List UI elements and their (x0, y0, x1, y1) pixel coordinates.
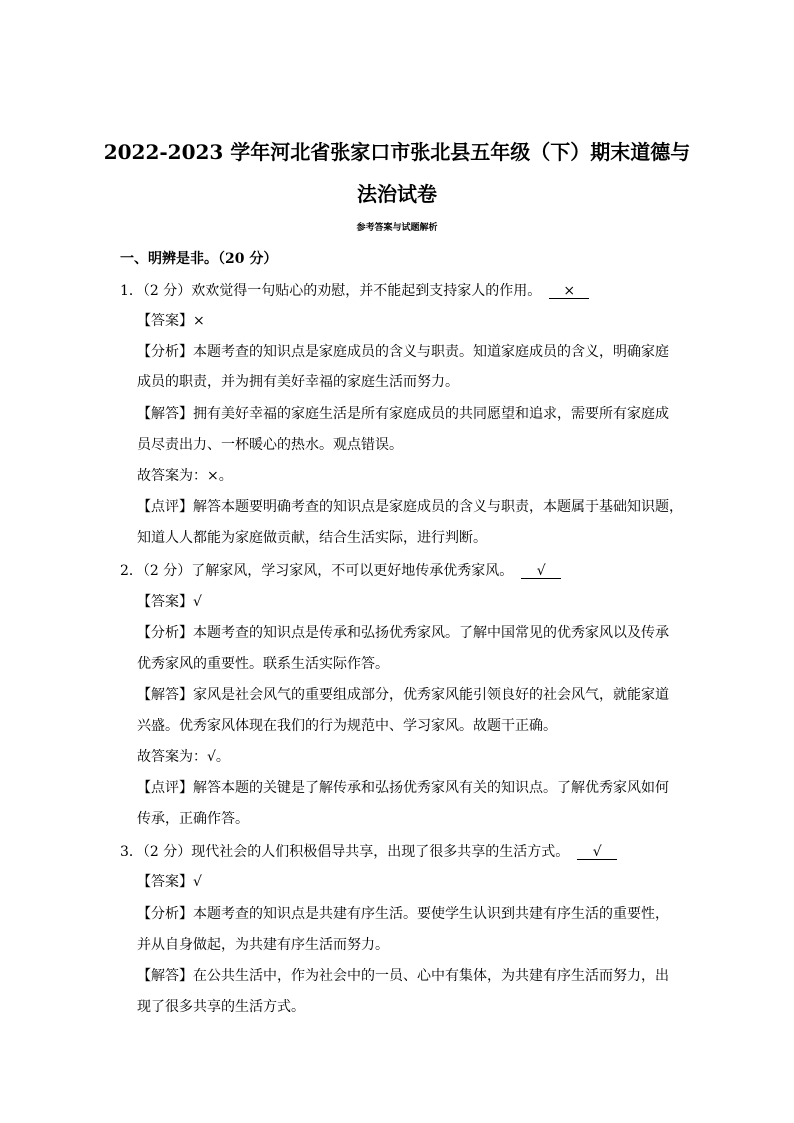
final-answer-line: 故答案为：√。 (137, 749, 230, 765)
analysis-line: 【分析】本题考查的知识点是家庭成员的含义与职责。知道家庭成员的含义，明确家庭 (137, 344, 669, 360)
solution-line: 兴盛。优秀家风体现在我们的行为规范中、学习家风。故题干正确。 (137, 718, 557, 734)
section-heading: 一、明辨是非。（20 分） (120, 251, 278, 267)
answer-blank: √ (577, 845, 617, 860)
analysis-line: 优秀家风的重要性。联系生活实际作答。 (137, 656, 389, 672)
document-subtitle: 参考答案与试题解析 (356, 223, 438, 233)
answer-blank: × (549, 284, 589, 299)
analysis-line: 成员的职责，并为拥有美好幸福的家庭生活而努力。 (137, 374, 459, 390)
comment-line: 【点评】解答本题要明确考查的知识点是家庭成员的含义与职责，本题属于基础知识题， (137, 499, 683, 515)
question-text: 3．（2 分）现代社会的人们积极倡导共享，出现了很多共享的生活方式。 (120, 844, 570, 860)
final-answer-line: 故答案为：×。 (137, 468, 233, 484)
comment-line: 传承，正确作答。 (137, 811, 249, 827)
document-title-line-2: 法治试卷 (357, 182, 437, 206)
question-text: 1．（2 分）欢欢觉得一句贴心的劝慰，并不能起到支持家人的作用。 (120, 283, 542, 299)
solution-line: 【解答】家风是社会风气的重要组成部分，优秀家风能引领良好的社会风气，就能家道 (137, 687, 669, 703)
analysis-line: 【分析】本题考查的知识点是传承和弘扬优秀家风。了解中国常见的优秀家风以及传承 (137, 625, 669, 641)
solution-line: 员尽责出力、一杯暖心的热水。观点错误。 (137, 437, 403, 453)
question-stem (120, 282, 589, 300)
answer-line: 【答案】× (137, 313, 205, 329)
solution-line: 【解答】在公共生活中，作为社会中的一员、心中有集体，为共建有序生活而努力，出 (137, 968, 669, 984)
answer-line: 【答案】√ (137, 594, 202, 610)
analysis-line: 【分析】本题考查的知识点是共建有序生活。要使学生认识到共建有序生活的重要性， (137, 906, 669, 922)
question-text: 2．（2 分）了解家风，学习家风，不可以更好地传承优秀家风。 (120, 563, 514, 579)
solution-line: 现了很多共享的生活方式。 (137, 999, 305, 1015)
question-stem (120, 562, 561, 580)
answer-line: 【答案】√ (137, 874, 202, 890)
solution-line: 【解答】拥有美好幸福的家庭生活是所有家庭成员的共同愿望和追求，需要所有家庭成 (137, 406, 669, 422)
answer-blank: √ (521, 564, 561, 579)
comment-line: 【点评】解答本题的关键是了解传承和弘扬优秀家风有关的知识点。了解优秀家风如何 (137, 780, 669, 796)
comment-line: 知道人人都能为家庭做贡献，结合生活实际，进行判断。 (137, 530, 487, 546)
question-stem (120, 843, 617, 861)
analysis-line: 并从自身做起，为共建有序生活而努力。 (137, 937, 389, 953)
document-title-line-1: 2022-2023 学年河北省张家口市张北县五年级（下）期末道德与 (103, 140, 691, 164)
